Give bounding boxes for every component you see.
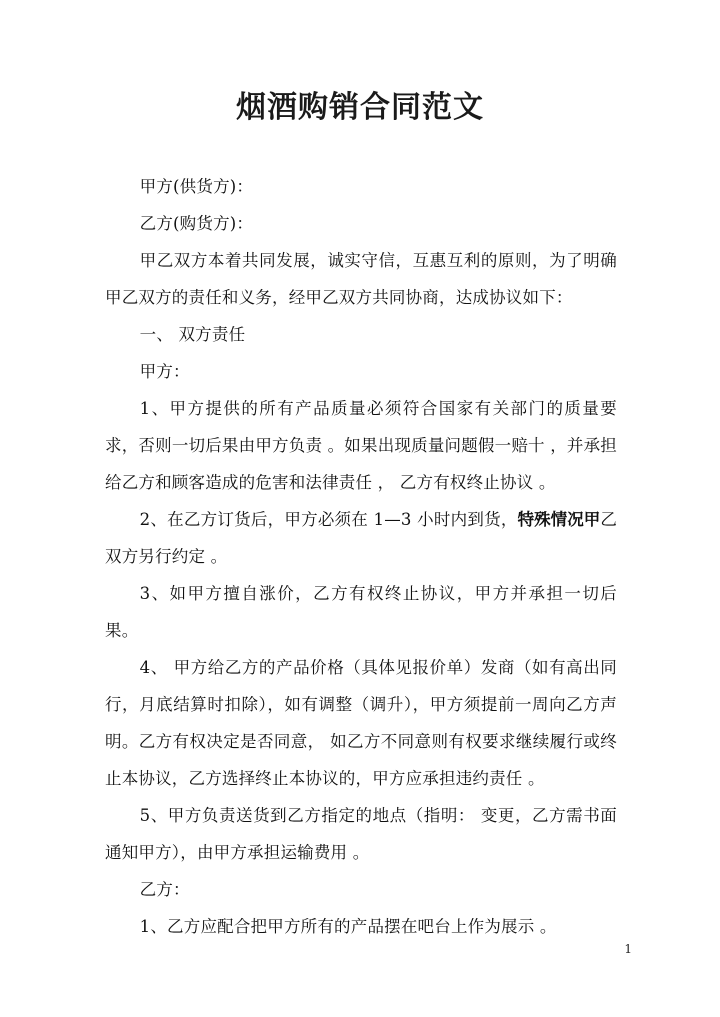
paragraph-party-b-item-1: 1、乙方应配合把甲方所有的产品摆在吧台上作为展示 。 [139, 917, 557, 936]
paragraph-party-a-item-2-emphasis: 特殊情况甲 [517, 510, 601, 529]
paragraph-party-a-item-5: 5、甲方负责送货到乙方指定的地点（指明： 变更，乙方需书面通知甲方），由甲方承担运输费用 。 [105, 806, 617, 862]
paragraph-party-a-label: 甲方(供货方)： [139, 177, 254, 196]
paragraph-party-a-item-4: 4、 甲方给乙方的产品价格（具体见报价单）发商（如有高出同行，月底结算时扣除），如有调整（调升），甲方须提前一周向乙方声明。乙方有权决定是否同意， 如乙方不同意则有权要求继续履行或终止本协议，乙方选择终止本协议的，甲方应承担违约责任 。 [105, 658, 617, 788]
heading-party-a: 甲方： [139, 362, 190, 381]
paragraph-preamble: 甲乙双方本着共同发展，诚实守信，互惠互利的原则，为了明确甲乙双方的责任和义务，经甲乙双方共同协商，达成协议如下： [105, 251, 617, 307]
paragraph-party-a-item-2-text-end: 乙双方另行约定 。 [105, 510, 618, 566]
paragraph-party-a-item-1: 1、甲方提供的所有产品质量必须符合国家有关部门的质量要求，否则一切后果由甲方负责 。如果出现质量问题假一赔十 ，并承担给乙方和顾客造成的危害和法律责任 ， 乙方有权终止协议 。 [105, 399, 617, 492]
heading-party-b: 乙方： [139, 880, 190, 899]
paragraph-party-b-label: 乙方(购货方)： [139, 214, 254, 233]
document-body [105, 168, 617, 945]
paragraph-party-a-item-2-text-start: 2、在乙方订货后，甲方必须在 1—3 小时内到货， [139, 510, 518, 529]
paragraph-party-a-item-3: 3、如甲方擅自涨价，乙方有权终止协议，甲方并承担一切后果。 [105, 584, 617, 640]
heading-section-one: 一、 双方责任 [139, 325, 246, 344]
paragraph-party-a-item-2 [105, 501, 617, 575]
page-number: 1 [624, 942, 632, 956]
document-title: 烟酒购销合同范文 [236, 90, 484, 125]
